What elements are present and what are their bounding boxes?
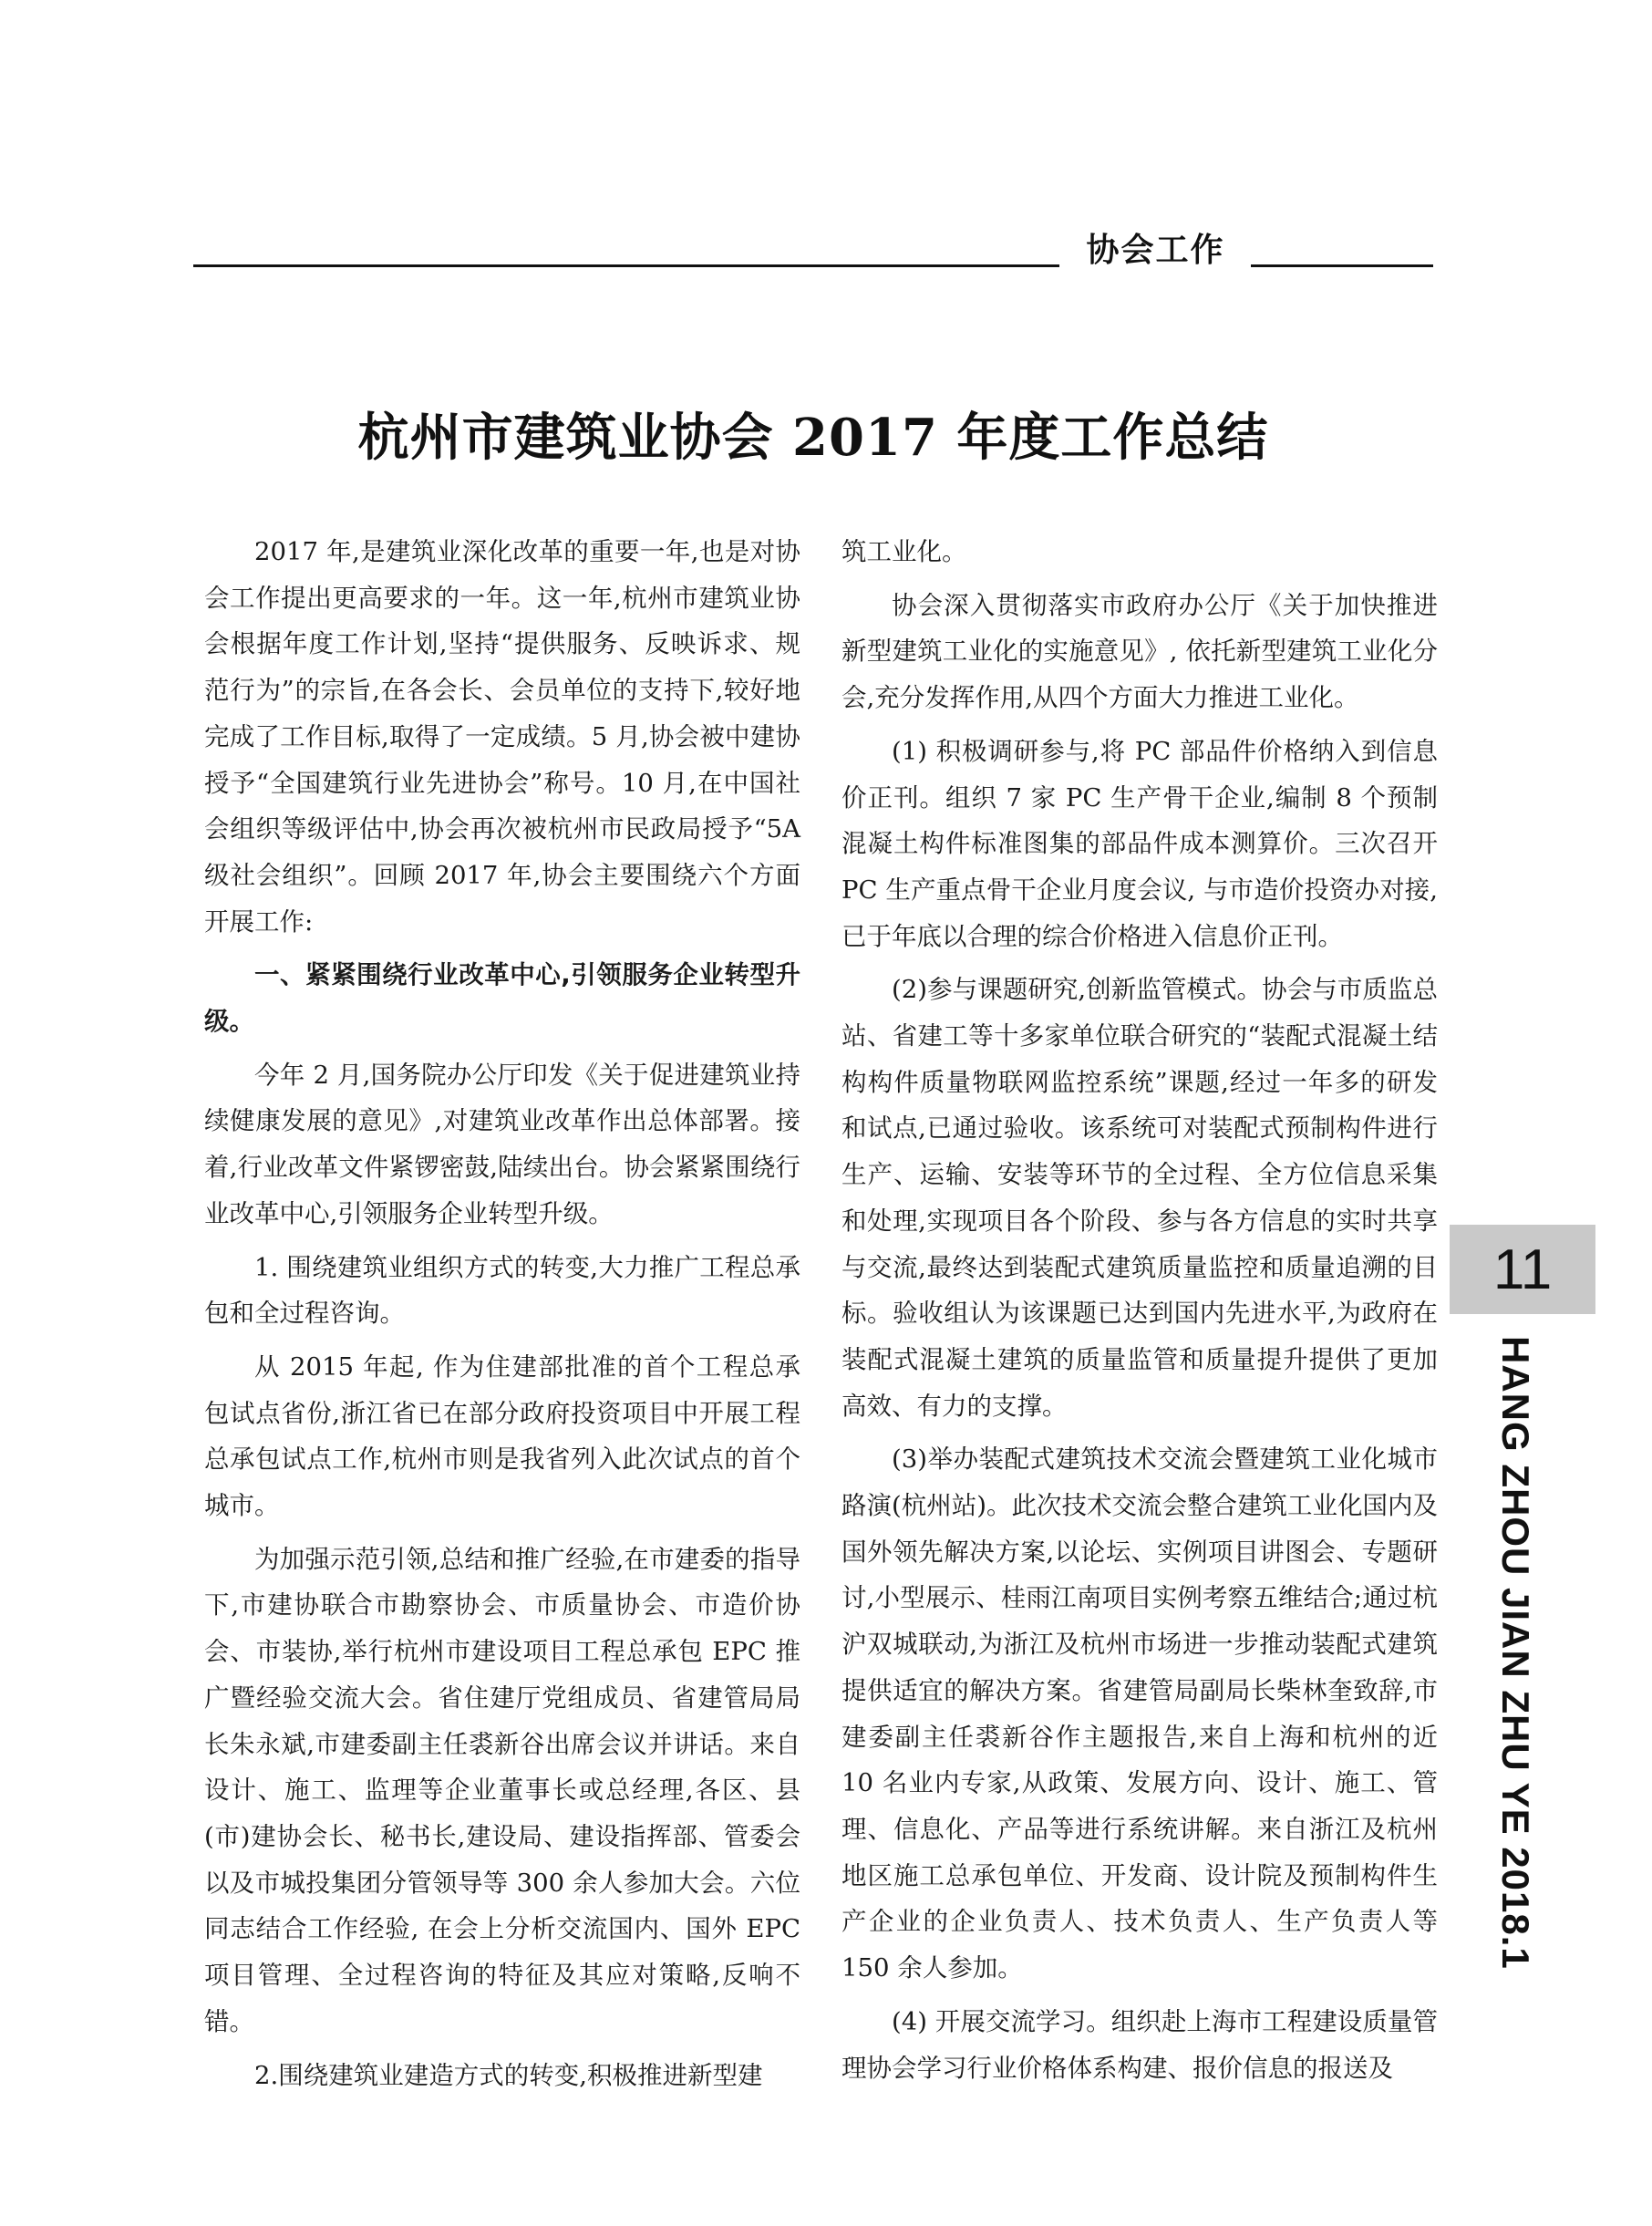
article-title: 杭州市建筑业协会 2017 年度工作总结 [357, 408, 1269, 468]
paragraph: 今年 2 月,国务院办公厅印发《关于促进建筑业持续健康发展的意见》,对建筑业改革作出总体部署。接着,行业改革文件紧锣密鼓,陆续出台。协会紧紧围绕行业改革中心,引领服务企业转型升级。 [204, 1060, 800, 1228]
paragraph: (2)参与课题研究,创新监管模式。协会与市质监总站、省建工等十多家单位联合研究的“装配式混凝土结构构件质量物联网监控系统”课题,经过一年多的研发和试点,已通过验收。该系统可对装配式预制构件进行生产、运输、安装等环节的全过程、全方位信息采集和处理,实现项目各个阶段、参与各方信息的实时共享与交流,最终达到装配式建筑质量监控和质量追溯的目标。验收组认为该课题已达到国内先进水平,为政府在装配式混凝土建筑的质量监管和质量提升提供了更加高效、有力的支撑。 [841, 975, 1438, 1421]
paragraph: 2.围绕建筑业建造方式的转变,积极推进新型建 [254, 2060, 763, 2090]
paragraph: (1) 积极调研参与,将 PC 部品件价格纳入到信息价正刊。组织 7 家 PC 生产骨干企业,编制 8 个预制混凝土构件标准图集的部品件成本测算价。三次召开 PC 生产重点骨干企业月度会议, 与市造价投资办对接,已于年底以合理的综合价格进入信息价正刊。 [841, 736, 1438, 951]
section-label: 协会工作 [1086, 232, 1225, 269]
section-heading: 一、紧紧围绕行业改革中心,引领服务企业转型升级。 [204, 960, 800, 1037]
header-rule-right [1251, 264, 1433, 267]
right-column [841, 529, 1438, 2098]
paragraph: 从 2015 年起, 作为住建部批准的首个工程总承包试点省份,浙江省已在部分政府投资项目中开展工程总承包试点工作,杭州市则是我省列入此次试点的首个城市。 [204, 1351, 800, 1521]
paragraph: (4) 开展交流学习。组织赴上海市工程建设质量管理协会学习行业价格体系构建、报价信息的报送及 [841, 2006, 1438, 2083]
journal-issue-label: HANG ZHOU JIAN ZHU YE 2018.1 [1494, 1336, 1537, 1970]
paragraph-continuation: 筑工业化。 [841, 537, 967, 566]
paragraph: 协会深入贯彻落实市政府办公厅《关于加快推进新型建筑工业化的实施意见》, 依托新型建筑工业化分会,充分发挥作用,从四个方面大力推进工业化。 [841, 590, 1438, 713]
paragraph: 为加强示范引领,总结和推广经验,在市建委的指导下,市建协联合市勘察协会、市质量协会、市造价协会、市装协,举行杭州市建设项目工程总承包 EPC 推广暨经验交流大会。省住建厅党组成员、省建管局局长朱永斌,市建委副主任裘新谷出席会议并讲话。来自设计、施工、监理等企业董事长或总经理,各区、县(市)建协会长、秘书长,建设局、建设指挥部、管委会以及市城投集团分管领导等 300 余人参加大会。六位同志结合工作经验, 在会上分析交流国内、国外 EPC 项目管理、全过程咨询的特征及其应对策略,反响不错。 [204, 1544, 800, 2036]
paragraph: (3)举办装配式建筑技术交流会暨建筑工业化城市路演(杭州站)。此次技术交流会整合建筑工业化国内及国外领先解决方案,以论坛、实例项目讲图会、专题研讨,小型展示、桂雨江南项目实例考察五维结合;通过杭沪双城联动,为浙江及杭州市场进一步推动装配式建筑提供适宜的解决方案。省建管局副局长柴林奎致辞,市建委副主任裘新谷作主题报告,来自上海和杭州的近 10 名业内专家,从政策、发展方向、设计、施工、管理、信息化、产品等进行系统讲解。来自浙江及杭州地区施工总承包单位、开发商、设计院及预制构件生产企业的企业负责人、技术负责人、生产负责人等 150 余人参加。 [841, 1444, 1438, 1983]
left-column [204, 529, 800, 2106]
page-number: 11 [1492, 1238, 1553, 1301]
paragraph: 1. 围绕建筑业组织方式的转变,大力推广工程总承包和全过程咨询。 [204, 1252, 800, 1329]
paragraph: 2017 年,是建筑业深化改革的重要一年,也是对协会工作提出更高要求的一年。这一年,杭州市建筑业协会根据年度工作计划,坚持“提供服务、反映诉求、规范行为”的宗旨,在各会长、会员单位的支持下,较好地完成了工作目标,取得了一定成绩。5 月,协会被中建协授予“全国建筑行业先进协会”称号。10 月,在中国社会组织等级评估中,协会再次被杭州市民政局授予“5A 级社会组织”。回顾 2017 年,协会主要围绕六个方面开展工作: [204, 537, 800, 937]
header-rule-left [193, 264, 1059, 267]
